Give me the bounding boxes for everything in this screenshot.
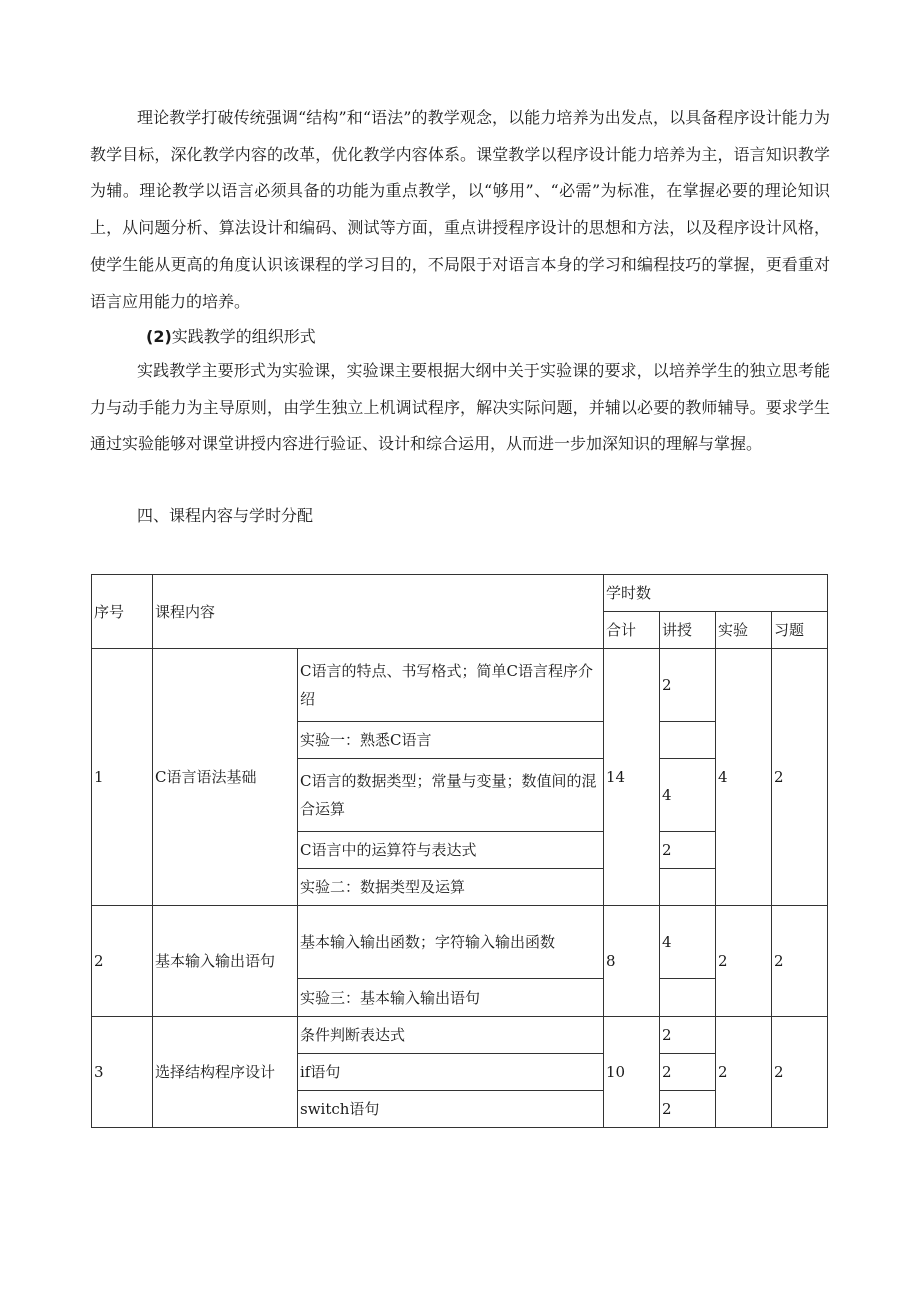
course-hours-table bbox=[91, 574, 828, 1128]
row-name: C语言语法基础 bbox=[153, 649, 298, 906]
row-seq: 1 bbox=[92, 649, 153, 906]
topic-cell: C语言的数据类型；常量与变量；数值间的混合运算 bbox=[298, 759, 604, 832]
topic-cell: 实验一：熟悉C语言 bbox=[298, 722, 604, 759]
lecture-cell: 4 bbox=[660, 906, 716, 979]
heading-number: (2) bbox=[146, 327, 172, 346]
row-lab: 2 bbox=[716, 1017, 772, 1128]
row-lab: 2 bbox=[716, 906, 772, 1017]
row-name: 选择结构程序设计 bbox=[153, 1017, 298, 1128]
header-lecture: 讲授 bbox=[660, 612, 716, 649]
topic-cell: 实验二：数据类型及运算 bbox=[298, 869, 604, 906]
topic-cell: 实验三：基本输入输出语句 bbox=[298, 979, 604, 1017]
topic-cell: 条件判断表达式 bbox=[298, 1017, 604, 1054]
header-exercise: 习题 bbox=[772, 612, 828, 649]
row-seq: 3 bbox=[92, 1017, 153, 1128]
row-total: 10 bbox=[604, 1017, 660, 1128]
row-lab: 4 bbox=[716, 649, 772, 906]
topic-cell: if语句 bbox=[298, 1054, 604, 1091]
row-exercise: 2 bbox=[772, 649, 828, 906]
row-exercise: 2 bbox=[772, 1017, 828, 1128]
row-seq: 2 bbox=[92, 906, 153, 1017]
section-heading-course-content: 四、课程内容与学时分配 bbox=[137, 506, 314, 525]
table-row bbox=[92, 649, 828, 722]
row-exercise: 2 bbox=[772, 906, 828, 1017]
lecture-cell bbox=[660, 722, 716, 759]
header-hours: 学时数 bbox=[604, 575, 828, 612]
lecture-cell bbox=[660, 869, 716, 906]
row-total: 8 bbox=[604, 906, 660, 1017]
header-seq: 序号 bbox=[92, 575, 153, 649]
lecture-cell: 2 bbox=[660, 649, 716, 722]
header-lab: 实验 bbox=[716, 612, 772, 649]
topic-cell: switch语句 bbox=[298, 1091, 604, 1128]
topic-cell: 基本输入输出函数；字符输入输出函数 bbox=[298, 906, 604, 979]
lecture-cell: 4 bbox=[660, 759, 716, 832]
section-heading-practice bbox=[146, 319, 316, 355]
lecture-cell: 2 bbox=[660, 1017, 716, 1054]
paragraph-theory: 理论教学打破传统强调“结构”和“语法”的教学观念，以能力培养为出发点，以具备程序设计能力为教学目标，深化教学内容的改革，优化教学内容体系。课堂教学以程序设计能力培养为主，语言知识教学为辅。理论教学以语言必须具备的功能为重点教学，以“够用”、“必需”为标准，在掌握必要的理论知识上，从问题分析、算法设计和编码、测试等方面，重点讲授程序设计的思想和方法，以及程序设计风格，使学生能从更高的角度认识该课程的学习目的，不局限于对语言本身的学习和编程技巧的掌握，更看重对语言应用能力的培养。 bbox=[90, 108, 830, 311]
row-name: 基本输入输出语句 bbox=[153, 906, 298, 1017]
heading-text: 实践教学的组织形式 bbox=[171, 327, 316, 346]
table-row bbox=[92, 1017, 828, 1054]
header-content: 课程内容 bbox=[153, 575, 604, 649]
row-total: 14 bbox=[604, 649, 660, 906]
paragraph-practice: 实践教学主要形式为实验课，实验课主要根据大纲中关于实验课的要求，以培养学生的独立思考能力与动手能力为主导原则，由学生独立上机调试程序，解决实际问题，并辅以必要的教师辅导。要求学生通过实验能够对课堂讲授内容进行验证、设计和综合运用，从而进一步加深知识的理解与掌握。 bbox=[90, 361, 830, 454]
table-row bbox=[92, 906, 828, 979]
header-total: 合计 bbox=[604, 612, 660, 649]
lecture-cell: 2 bbox=[660, 1054, 716, 1091]
topic-cell: C语言中的运算符与表达式 bbox=[298, 832, 604, 869]
lecture-cell: 2 bbox=[660, 832, 716, 869]
lecture-cell: 2 bbox=[660, 1091, 716, 1128]
topic-cell: C语言的特点、书写格式；简单C语言程序介绍 bbox=[298, 649, 604, 722]
lecture-cell bbox=[660, 979, 716, 1017]
